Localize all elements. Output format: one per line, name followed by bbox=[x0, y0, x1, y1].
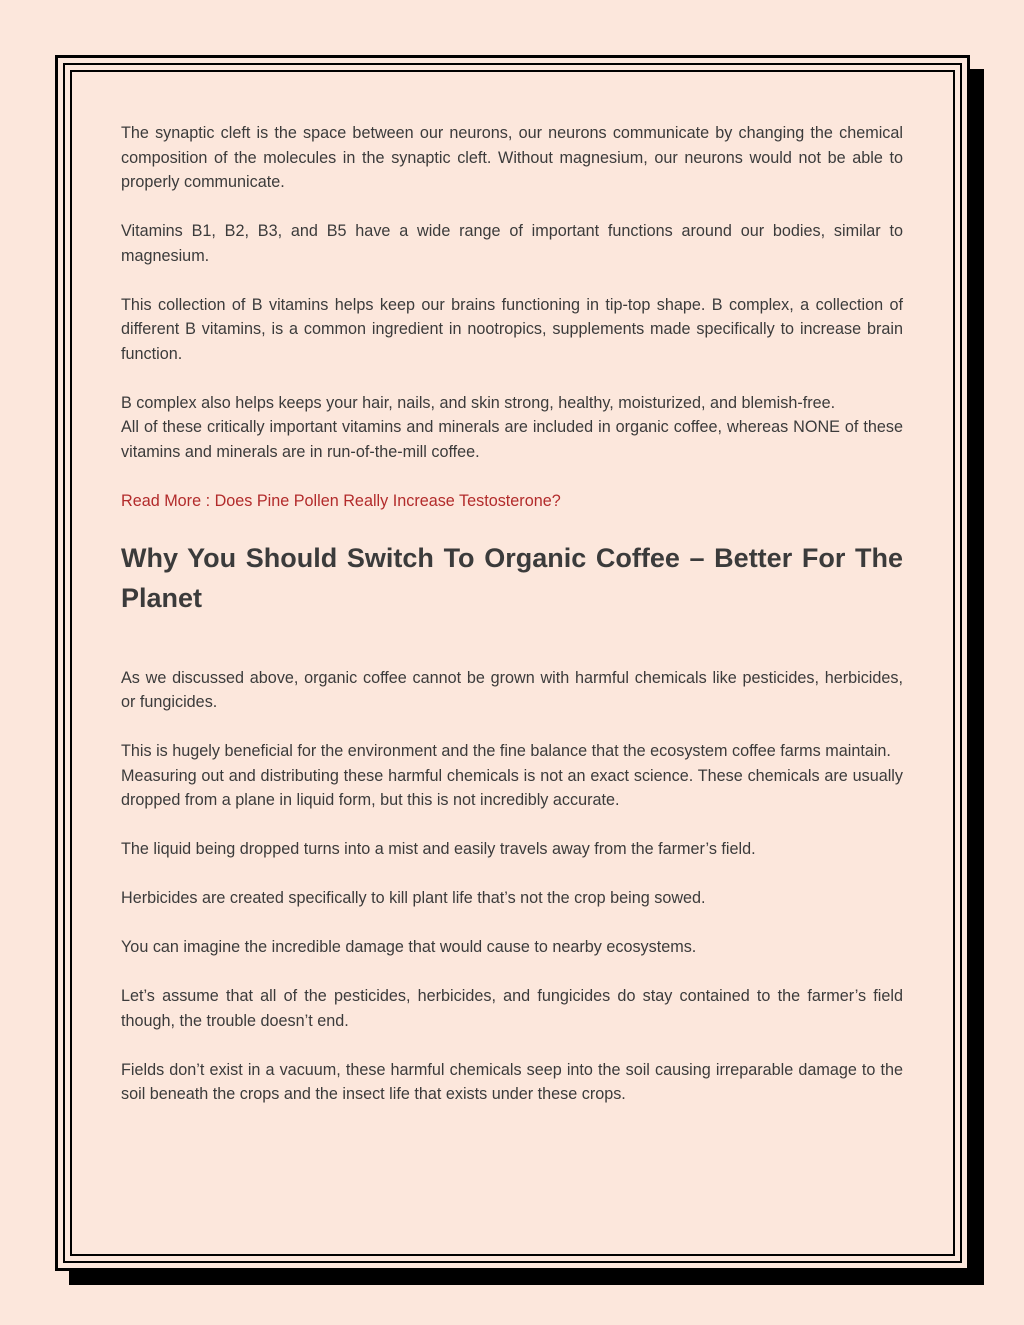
paragraph-measuring-chemicals: Measuring out and distributing these harmful chemicals is not an exact science. These chemicals are usually dropped from a plane in liquid form, but this is not incredibly accurate. bbox=[121, 766, 903, 809]
paragraph-fields-vacuum: Fields don’t exist in a vacuum, these harmful chemicals seep into the soil causing irreparable damage to the soil beneath the crops and the insect life that exists under these crops. bbox=[121, 1060, 903, 1103]
paragraph-vitamins-b: Vitamins B1, B2, B3, and B5 have a wide range of important functions around our bodies, similar to magnesium. bbox=[121, 222, 903, 265]
paragraph-no-chemicals: As we discussed above, organic coffee cannot be grown with harmful chemicals like pesticides, herbicides, or fungicides. bbox=[121, 668, 903, 711]
section-heading: Why You Should Switch To Organic Coffee – Better For The Planet bbox=[121, 542, 903, 613]
read-more-link[interactable]: Read More : Does Pine Pollen Really Increase Testosterone? bbox=[121, 491, 561, 510]
paragraph-damage-ecosystems: You can imagine the incredible damage that would cause to nearby ecosystems. bbox=[121, 938, 697, 956]
paragraph-beneficial-environment: This is hugely beneficial for the environment and the fine balance that the ecosystem coffee farms maintain. bbox=[121, 742, 891, 760]
paragraph-organic-vitamins: All of these critically important vitamins and minerals are included in organic coffee, whereas NONE of these vitamins and minerals are in run-of-the-mill coffee. bbox=[121, 418, 903, 461]
article-body bbox=[121, 121, 903, 1131]
paragraph-synaptic-cleft: The synaptic cleft is the space between our neurons, our neurons communicate by changing the chemical composition of the molecules in the synaptic cleft. Without magnesium, our neurons would not be able to properly communicate. bbox=[121, 124, 903, 191]
paragraph-liquid-mist: The liquid being dropped turns into a mist and easily travels away from the farmer’s field. bbox=[121, 840, 756, 858]
read-more-line bbox=[121, 489, 903, 514]
paragraph-b-complex-brain: This collection of B vitamins helps keep our brains functioning in tip-top shape. B complex, a collection of different B vitamins, is a common ingredient in nootropics, supplements made specifically to increase brain function. bbox=[121, 295, 903, 363]
paragraph-contained-field: Let’s assume that all of the pesticides, herbicides, and fungicides do stay contained to the farmer’s field though, the trouble doesn’t end. bbox=[121, 987, 903, 1030]
paragraph-herbicides: Herbicides are created specifically to kill plant life that’s not the crop being sowed. bbox=[121, 889, 706, 907]
paragraph-b-complex-hair: B complex also helps keeps your hair, nails, and skin strong, healthy, moisturized, and blemish-free. bbox=[121, 393, 836, 412]
